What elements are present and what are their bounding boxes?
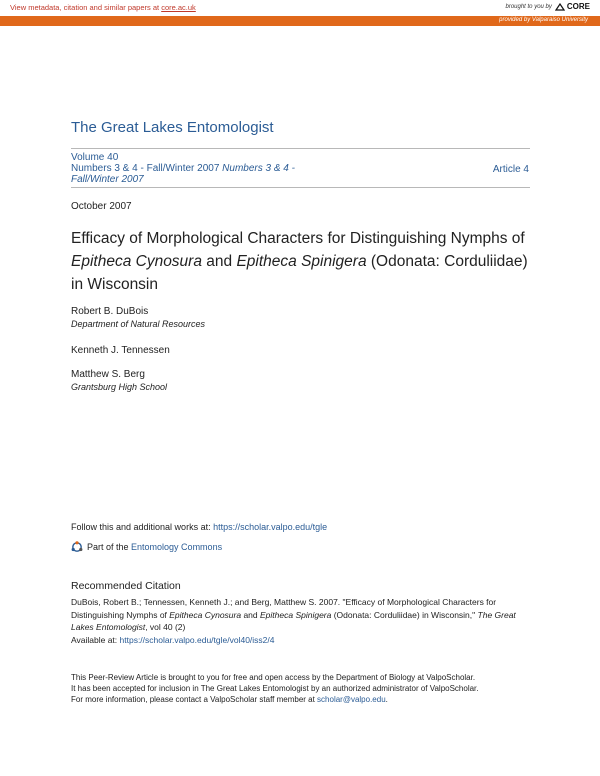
core-link-domain: core.ac.uk [161,3,196,12]
core-banner [0,0,600,14]
available-label: Available at: [71,634,120,645]
footer-line-2: It has been accepted for inclusion in The Great Lakes Entomologist by an authorized administrator of ValpoScholar. [71,684,479,693]
brought-by-text: brought to you by [505,3,552,10]
author-3 [71,368,167,394]
commons-network-icon [71,541,83,553]
author-2 [71,344,170,357]
footer-line-1: This Peer-Review Article is brought to you for free and open access by the Department of Biology at ValpoScholar. [71,673,476,682]
footer-contact-text: For more information, please contact a ValpoScholar staff member at [71,695,318,704]
citation-text-4: , vol 40 (2) [145,622,186,632]
volume-block[interactable] [71,152,311,185]
citation-text-2: and [241,609,260,620]
core-logo-icon [555,3,565,11]
journal-title[interactable]: The Great Lakes Entomologist [71,119,274,136]
title-part-2: and [201,253,237,270]
issue-italic: Numbers 3 & 4 - Fall/Winter 2007 [71,163,295,185]
recommended-citation [71,596,536,646]
title-species-2: Epitheca Spinigera [236,253,367,270]
follow-url-link[interactable]: https://scholar.valpo.edu/tgle [213,522,328,532]
core-label: CORE [566,2,590,11]
footer-line-3 [71,694,541,705]
volume-label[interactable]: Volume 40 [71,152,119,163]
contact-email-link[interactable]: scholar@valpo.edu [317,695,386,704]
article-number[interactable]: Article 4 [492,164,529,175]
recommended-citation-heading: Recommended Citation [71,580,181,592]
part-of-text: Part of the [87,542,132,552]
title-part-1: Efficacy of Morphological Characters for Distinguishing Nymphs of [71,230,525,247]
author-1 [71,305,205,331]
citation-journal: The Great Lakes Entomologist [71,609,516,632]
available-url-link[interactable]: https://scholar.valpo.edu/tgle/vol40/iss2/4 [119,634,275,645]
access-footer [71,672,541,705]
author-affiliation: Grantsburg High School [71,382,168,392]
divider-bottom [71,187,530,188]
follow-text: Follow this and additional works at: [71,522,214,532]
entomology-commons-link[interactable]: Entomology Commons [131,542,223,552]
part-of-line [71,541,222,553]
author-name: Robert B. DuBois [71,306,149,317]
core-link-prefix: View metadata, citation and similar papers at [10,3,162,12]
author-affiliation: Department of Natural Resources [71,319,206,329]
title-part-3: (Odonata: Corduliidae) in Wisconsin [71,253,528,293]
author-name: Matthew S. Berg [71,369,145,380]
issue-label[interactable] [71,163,311,185]
publication-date: October 2007 [71,201,132,212]
core-branding [506,2,591,11]
core-logo[interactable] [555,2,590,11]
divider-top [71,148,530,149]
issue-plain: Numbers 3 & 4 - Fall/Winter 2007 [71,163,220,174]
follow-line [71,522,327,532]
citation-text-3: (Odonata: Corduliidae) in Wisconsin," [331,609,478,620]
provided-by-text: provided by Valparaiso University [499,17,588,23]
title-species-1: Epitheca Cynosura [71,253,202,270]
author-name: Kenneth J. Tennessen [71,345,170,356]
citation-species-2: Epitheca Spinigera [260,609,332,620]
provider-bar [0,16,600,26]
footer-period: . [385,695,388,704]
citation-text-1: DuBois, Robert B.; Tennessen, Kenneth J.; and Berg, Matthew S. 2007. "Efficacy of Morphological Characters for Distinguishing Nymphs of [71,597,497,620]
article-title [71,227,541,296]
citation-species-1: Epitheca Cynosura [169,609,242,620]
core-metadata-link[interactable] [10,3,196,12]
